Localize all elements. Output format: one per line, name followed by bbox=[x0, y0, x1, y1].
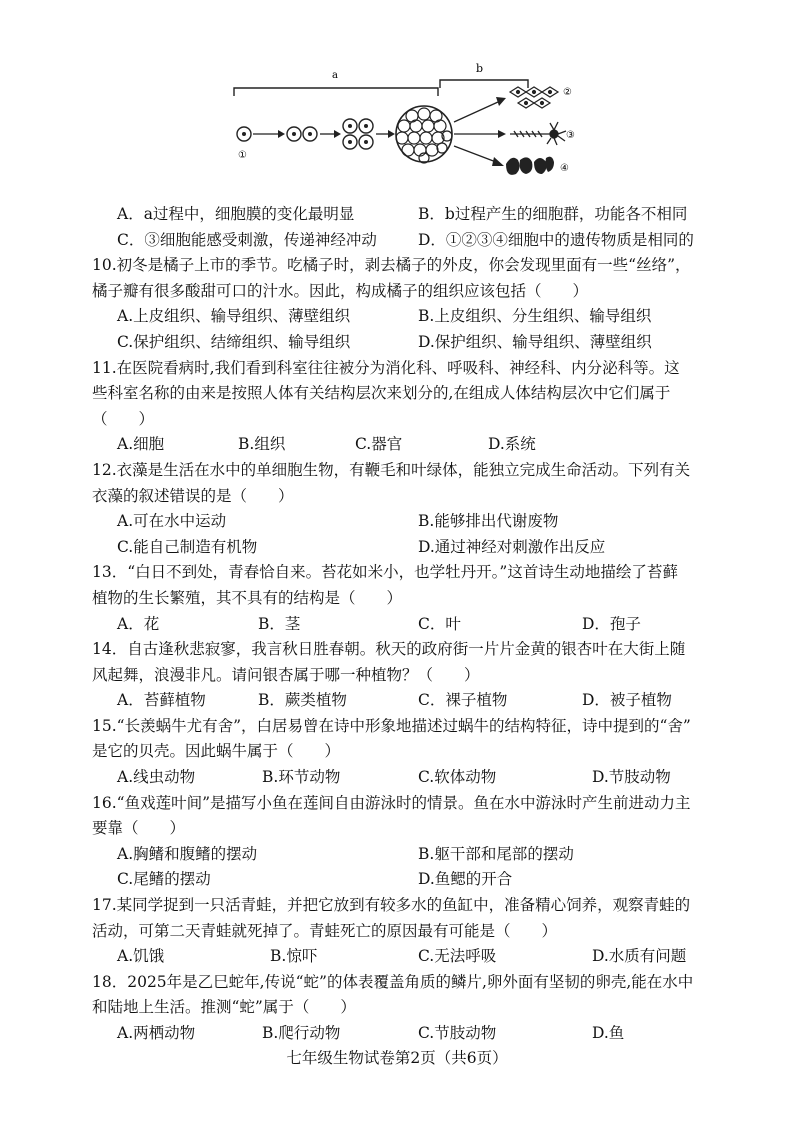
q12-option-a[interactable]: A.可在水中运动 bbox=[117, 512, 227, 531]
q17-option-c[interactable]: C.无法呼吸 bbox=[418, 947, 497, 966]
exam-page bbox=[0, 202, 794, 1047]
q11-line-2: 些科室名称的由来是按照人体有关结构层次来划分的,在组成人体结构层次中它们属于 bbox=[92, 384, 671, 403]
cell-label-4: ④ bbox=[560, 163, 569, 174]
q12-row-2 bbox=[0, 535, 794, 561]
q13-line-2: 植物的生长繁殖，其不具有的结构是（ ） bbox=[92, 588, 403, 607]
q9-row-1 bbox=[0, 202, 794, 228]
q18-option-c[interactable]: C.节肢动物 bbox=[418, 1024, 497, 1042]
q16-row-2 bbox=[0, 867, 794, 893]
q9-option-b[interactable]: B．b过程产生的细胞群，功能各不相同 bbox=[418, 205, 688, 223]
q18-line-1: 18．2025年是乙巳蛇年,传说“蛇”的体表覆盖角质的鳞片,卵外面有坚韧的卵壳,能在水中 bbox=[92, 972, 694, 991]
two-cells bbox=[287, 127, 317, 141]
q17-option-a[interactable]: A.饥饿 bbox=[117, 947, 165, 966]
q9-option-d[interactable]: D．①②③④细胞中的遗传物质是相同的 bbox=[418, 230, 694, 249]
q14-line-2: 风起舞，浪漫非凡。请问银杏属于哪一种植物？（ ） bbox=[92, 665, 480, 684]
cell-label-1: ① bbox=[238, 150, 247, 161]
q10-option-a[interactable]: A.上皮组织、输导组织、薄壁组织 bbox=[117, 307, 351, 326]
q17-row-1 bbox=[0, 944, 794, 970]
q14-option-a[interactable]: A．苔藓植物 bbox=[117, 691, 206, 710]
q11-option-a[interactable]: A.细胞 bbox=[117, 435, 165, 454]
q15-option-a[interactable]: A.线虫动物 bbox=[117, 768, 196, 787]
flat-cells bbox=[510, 87, 558, 108]
q15-option-b[interactable]: B.环节动物 bbox=[262, 768, 341, 787]
q17-option-b[interactable]: B.惊吓 bbox=[270, 947, 318, 966]
q13-line-1: 13．“白日不到处，青春恰自来。苔花如米小，也学牡丹开。”这首诗生动地描绘了苔藓 bbox=[92, 563, 678, 582]
cell-differentiation-diagram bbox=[228, 58, 588, 204]
q15-row-1 bbox=[0, 765, 794, 791]
q11-line-3: （ ） bbox=[92, 409, 155, 428]
q17-line-1: 17.某同学捉到一只活青蛙，并把它放到有较多水的鱼缸中，准备精心饲养，观察青蛙的 bbox=[92, 896, 691, 915]
q16-option-c[interactable]: C.尾鳍的摆动 bbox=[117, 870, 211, 889]
cell-label-3: ③ bbox=[566, 130, 575, 141]
q18-row-1 bbox=[0, 1021, 794, 1047]
q10-row-1 bbox=[0, 304, 794, 330]
q11-option-c[interactable]: C.器官 bbox=[355, 435, 403, 454]
q9-option-a[interactable]: A．a过程中，细胞膜的变化最明显 bbox=[117, 205, 355, 223]
page-footer: 七年级生物试卷第2页（共6页） bbox=[286, 1049, 508, 1067]
q18-line-2: 和陆地上生活。推测“蛇”属于（ ） bbox=[92, 998, 356, 1017]
q10-option-b[interactable]: B.上皮组织、分生组织、输导组织 bbox=[418, 307, 652, 326]
q18-option-b[interactable]: B.爬行动物 bbox=[262, 1024, 341, 1042]
q16-row-1 bbox=[0, 842, 794, 868]
q14-option-b[interactable]: B．蕨类植物 bbox=[258, 691, 347, 710]
q12-line-1: 12.衣藻是生活在水中的单细胞生物，有鞭毛和叶绿体，能独立完成生命活动。下列有关 bbox=[92, 460, 691, 479]
brace-a bbox=[234, 88, 438, 96]
q15-option-d[interactable]: D.节肢动物 bbox=[592, 768, 671, 787]
label-b: b bbox=[476, 62, 484, 75]
brace-b bbox=[440, 80, 528, 88]
q12-option-d[interactable]: D.通过神经对刺激作出反应 bbox=[418, 537, 606, 556]
q10-line-2: 橘子瓣有很多酸甜可口的汁水。因此，构成橘子的组织应该包括（ ） bbox=[92, 281, 589, 300]
q15-option-c[interactable]: C.软体动物 bbox=[418, 768, 497, 787]
q12-option-b[interactable]: B.能够排出代谢废物 bbox=[418, 512, 559, 531]
q13-option-c[interactable]: C．叶 bbox=[418, 614, 461, 633]
q17-line-2: 活动，可第二天青蛙就死掉了。青蛙死亡的原因最有可能是（ ） bbox=[92, 921, 558, 940]
q11-line-1: 11.在医院看病时,我们看到科室往往被分为消化科、呼吸科、神经科、内分泌科等。这 bbox=[92, 358, 680, 377]
q18-option-d[interactable]: D.鱼 bbox=[592, 1024, 625, 1042]
q17-option-d[interactable]: D.水质有问题 bbox=[592, 947, 687, 966]
cell-label-2: ② bbox=[563, 87, 572, 98]
q10-option-d[interactable]: D.保护组织、输导组织、薄壁组织 bbox=[418, 332, 652, 351]
q18-option-a[interactable]: A.两栖动物 bbox=[117, 1024, 196, 1042]
q14-row-1 bbox=[0, 688, 794, 714]
q12-row-1 bbox=[0, 509, 794, 535]
q15-line-1: 15.“长羡蜗牛尤有舍”，白居易曾在诗中形象地描述过蜗牛的结构特征，诗中提到的“舍” bbox=[92, 716, 691, 735]
q13-option-d[interactable]: D．孢子 bbox=[582, 614, 641, 633]
nerve-cell bbox=[510, 122, 566, 145]
q14-option-d[interactable]: D．被子植物 bbox=[582, 691, 672, 710]
q16-option-b[interactable]: B.躯干部和尾部的摆动 bbox=[418, 844, 574, 863]
label-a: a bbox=[332, 70, 338, 81]
q10-line-1: 10.初冬是橘子上市的季节。吃橘子时，剥去橘子的外皮，你会发现里面有一些“丝络”， bbox=[92, 256, 691, 275]
q14-option-c[interactable]: C．裸子植物 bbox=[418, 691, 508, 710]
cell-cluster bbox=[396, 106, 452, 163]
q12-line-2: 衣藻的叙述错误的是（ ） bbox=[92, 486, 294, 505]
q11-row-1 bbox=[0, 432, 794, 458]
q13-row-1 bbox=[0, 612, 794, 638]
q16-line-1: 16.“鱼戏莲叶间”是描写小鱼在莲间自由游泳时的情景。鱼在水中游泳时产生前进动力主 bbox=[92, 793, 691, 812]
q13-option-b[interactable]: B．茎 bbox=[258, 614, 301, 633]
q9-option-c[interactable]: C．③细胞能感受刺激，传递神经冲动 bbox=[117, 230, 377, 249]
q10-option-c[interactable]: C.保护组织、结缔组织、输导组织 bbox=[117, 332, 351, 351]
q16-line-2: 要靠（ ） bbox=[92, 819, 186, 838]
single-cell bbox=[237, 127, 251, 141]
four-cells bbox=[343, 119, 373, 149]
q10-row-2 bbox=[0, 330, 794, 356]
q16-option-d[interactable]: D.鱼鳃的开合 bbox=[418, 870, 513, 889]
irregular-cells bbox=[506, 157, 554, 175]
q16-option-a[interactable]: A.胸鳍和腹鳍的摆动 bbox=[117, 844, 258, 863]
q12-option-c[interactable]: C.能自己制造有机物 bbox=[117, 537, 258, 556]
q15-line-2: 是它的贝壳。因此蜗牛属于（ ） bbox=[92, 742, 341, 761]
q11-option-b[interactable]: B.组织 bbox=[238, 435, 286, 454]
q14-line-1: 14．自古逢秋悲寂寥，我言秋日胜春朝。秋天的政府街一片片金黄的银杏叶在大街上随 bbox=[92, 640, 686, 659]
q9-row-2 bbox=[0, 228, 794, 254]
q13-option-a[interactable]: A．花 bbox=[117, 614, 160, 633]
q11-option-d[interactable]: D.系统 bbox=[488, 435, 536, 454]
